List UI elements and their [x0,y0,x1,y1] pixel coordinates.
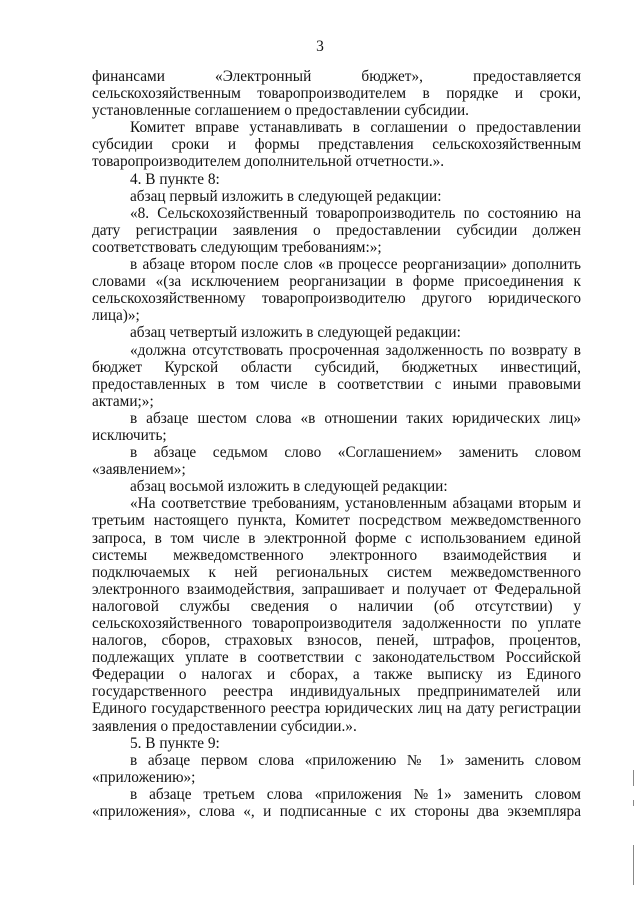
text-line: Комитет вправе устанавливать в соглашении о предоставлении [130,119,581,137]
text-line: абзац первый изложить в следующей редакции: [130,187,442,205]
text-line: «приложения», слова «, и подписанные с их стороны два экземпляра [92,803,581,821]
text-line: запроса, в том числе в электронной форме с использованием единой [92,529,581,547]
text-line: налогов, сборов, страховых взносов, пеней, штрафов, процентов, [92,632,581,650]
text-line: товаропроизводителем дополнительной отчетности.». [92,153,445,171]
text-line: субсидии сроки и формы представления сельскохозяйственным [92,136,581,154]
text-line: заявления о предоставлении субсидии.». [92,717,357,735]
text-line: в абзаце втором после слов «в процессе реорганизации» дополнить [130,256,581,274]
text-line: в абзаце первом слова «приложению № 1» заменить словом [130,751,581,769]
text-line: исключить; [92,426,167,444]
text-line: сельскохозяйственным товаропроизводителем в порядке и сроки, [92,85,581,103]
text-line: «должна отсутствовать просроченная задолженность по возврату в [130,341,581,359]
text-line: в абзаце третьем слова «приложения №1» заменить словом [130,785,581,803]
text-line: лица)»; [92,307,140,325]
text-line: подключаемых к ней региональных систем межведомственного [92,563,581,581]
text-line: 5. В пункте 9: [130,734,220,752]
text-line: предоставленных в том числе в соответствии с иными правовыми [92,375,581,393]
text-line: «На соответствие требованиям, установленным абзацами вторым и [130,495,581,513]
text-line: дату регистрации заявления о предоставлении субсидии должен [92,221,581,239]
text-line: «заявлением»; [92,461,186,479]
scan-edge-mark [633,845,634,885]
text-line: бюджет Курской области субсидий, бюджетных инвестиций, [92,358,581,376]
text-line: третьим настоящего пункта, Комитет посредством межведомственного [92,512,581,530]
text-line: 4. В пункте 8: [130,170,220,188]
text-line: абзац восьмой изложить в следующей редакции: [130,478,448,496]
text-line: установленные соглашением о предоставлении субсидии. [92,102,469,120]
text-line: Федерации о налогах и сборах, а также выписку из Единого [92,666,581,684]
text-line: соответствовать следующим требованиям:»; [92,238,382,256]
document-body [92,68,581,820]
text-line: Единого государственного реестра юридических лиц на дату регистрации [92,700,581,718]
text-line: финансами «Электронный бюджет», предоставляется [92,68,581,85]
text-line: сельскохозяйственного товаропроизводителя задолженности по уплате [92,615,581,632]
text-line: в абзаце шестом слова «в отношении таких юридических лиц» [130,409,581,427]
page-number: 3 [316,38,324,55]
text-line: электронного взаимодействия, запрашивает и получает от Федеральной [92,580,581,598]
text-line: словами «(за исключением реорганизации в форме присоединения к [92,273,581,291]
text-line: «приложению»; [92,768,196,786]
text-line: в абзаце седьмом слово «Соглашением» заменить словом [130,444,581,462]
text-line: сельскохозяйственному товаропроизводителю другого юридического [92,290,581,308]
scan-edge-mark [633,800,634,806]
text-line: подлежащих уплате в соответствии с законодательством Российской [92,649,581,667]
text-line: государственного реестра индивидуальных предпринимателей или [92,683,581,701]
text-line: «8. Сельскохозяйственный товаропроизводитель по состоянию на [130,204,581,222]
text-line: актами;»; [92,392,154,410]
scan-edge-mark [633,770,634,786]
text-line: системы межведомственного электронного взаимодействия и [92,546,581,564]
text-line: абзац четвертый изложить в следующей редакции: [130,324,461,342]
text-line: налоговой службы сведения о наличии (об отсутствии) у [92,597,581,615]
